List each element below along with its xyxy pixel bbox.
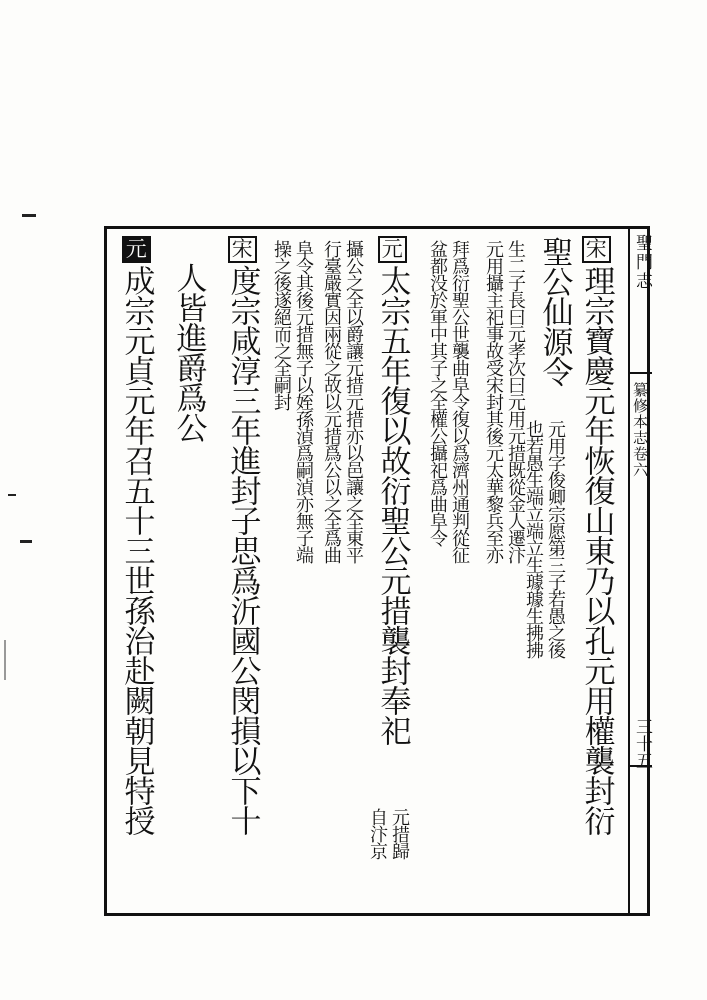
dynasty-marker: 元	[378, 236, 407, 263]
scan-mark	[8, 494, 16, 496]
text-column-1	[580, 236, 613, 906]
dynasty-marker: 宋	[228, 236, 257, 263]
margin-rule-top	[628, 372, 652, 374]
annotation-left: 也若愚生端立端立生璩璩生拂拂	[523, 420, 544, 658]
annotation-left: 自汴京	[367, 808, 388, 859]
annotation-pair-4	[428, 240, 468, 563]
main-text: 理宗寶慶元年恢復山東乃以孔元用權襲封衍	[578, 265, 615, 835]
annotation-right: 元用字俊卿宗愿第三子若愚之後	[545, 420, 566, 658]
annotation-right: 阜令其後元措無子以姪孫湞爲嗣湞亦無子端	[293, 240, 314, 563]
annotation-left: 元用攝主祀事故受宋封其後元太華黎兵至亦	[483, 240, 504, 563]
main-text: 成宗元貞元年召五十三世孫治赴闕朝見特授	[118, 265, 155, 835]
main-text: 聖公仙源令	[536, 236, 573, 386]
annotation-pair-6	[322, 240, 362, 563]
text-column-5	[376, 236, 409, 906]
annotation-right: 攝公之全以爵讓元措元措亦以邑讓之全東平	[343, 240, 364, 563]
dynasty-marker: 元	[122, 236, 151, 263]
page-number: 三十五	[632, 718, 652, 769]
annotation-left: 操之後遂絕而之全嗣封	[271, 240, 292, 410]
annotation-pair-2	[524, 420, 564, 658]
scan-mark	[22, 214, 36, 217]
annotation-left: 行臺嚴實因兩從之故以元措爲公以之全爲曲	[321, 240, 342, 563]
margin-strip	[628, 226, 654, 916]
scan-mark	[20, 540, 32, 543]
annotation-right: 生二子長曰元孝次曰元用元措既從金人遷汴	[505, 240, 526, 563]
annotation-right: 元措歸	[389, 808, 410, 859]
annotation-right: 拜爲衍聖公世襲曲阜令復以爲濟州通判從征	[449, 240, 470, 563]
text-column-10	[120, 236, 153, 906]
text-column-9	[172, 262, 205, 932]
book-title: 聖門志	[632, 234, 652, 291]
annotation-pair-3	[484, 240, 524, 563]
annotation-pair-7	[272, 240, 312, 563]
volume-label: 纂修本志卷六	[631, 382, 649, 478]
main-text: 太宗五年復以故衍聖公元措襲封奉祀	[374, 265, 411, 745]
text-column-8	[226, 236, 259, 906]
main-text: 度宗咸淳三年進封子思爲沂國公閔損以下十	[224, 265, 261, 835]
annotation-pair-5	[368, 808, 408, 859]
dynasty-marker: 宋	[582, 236, 611, 263]
scan-mark	[4, 640, 6, 680]
main-text: 人皆進爵爲公	[170, 262, 207, 442]
annotation-left: 盆都没於軍中其子之全權公攝祀爲曲阜令	[427, 240, 448, 546]
